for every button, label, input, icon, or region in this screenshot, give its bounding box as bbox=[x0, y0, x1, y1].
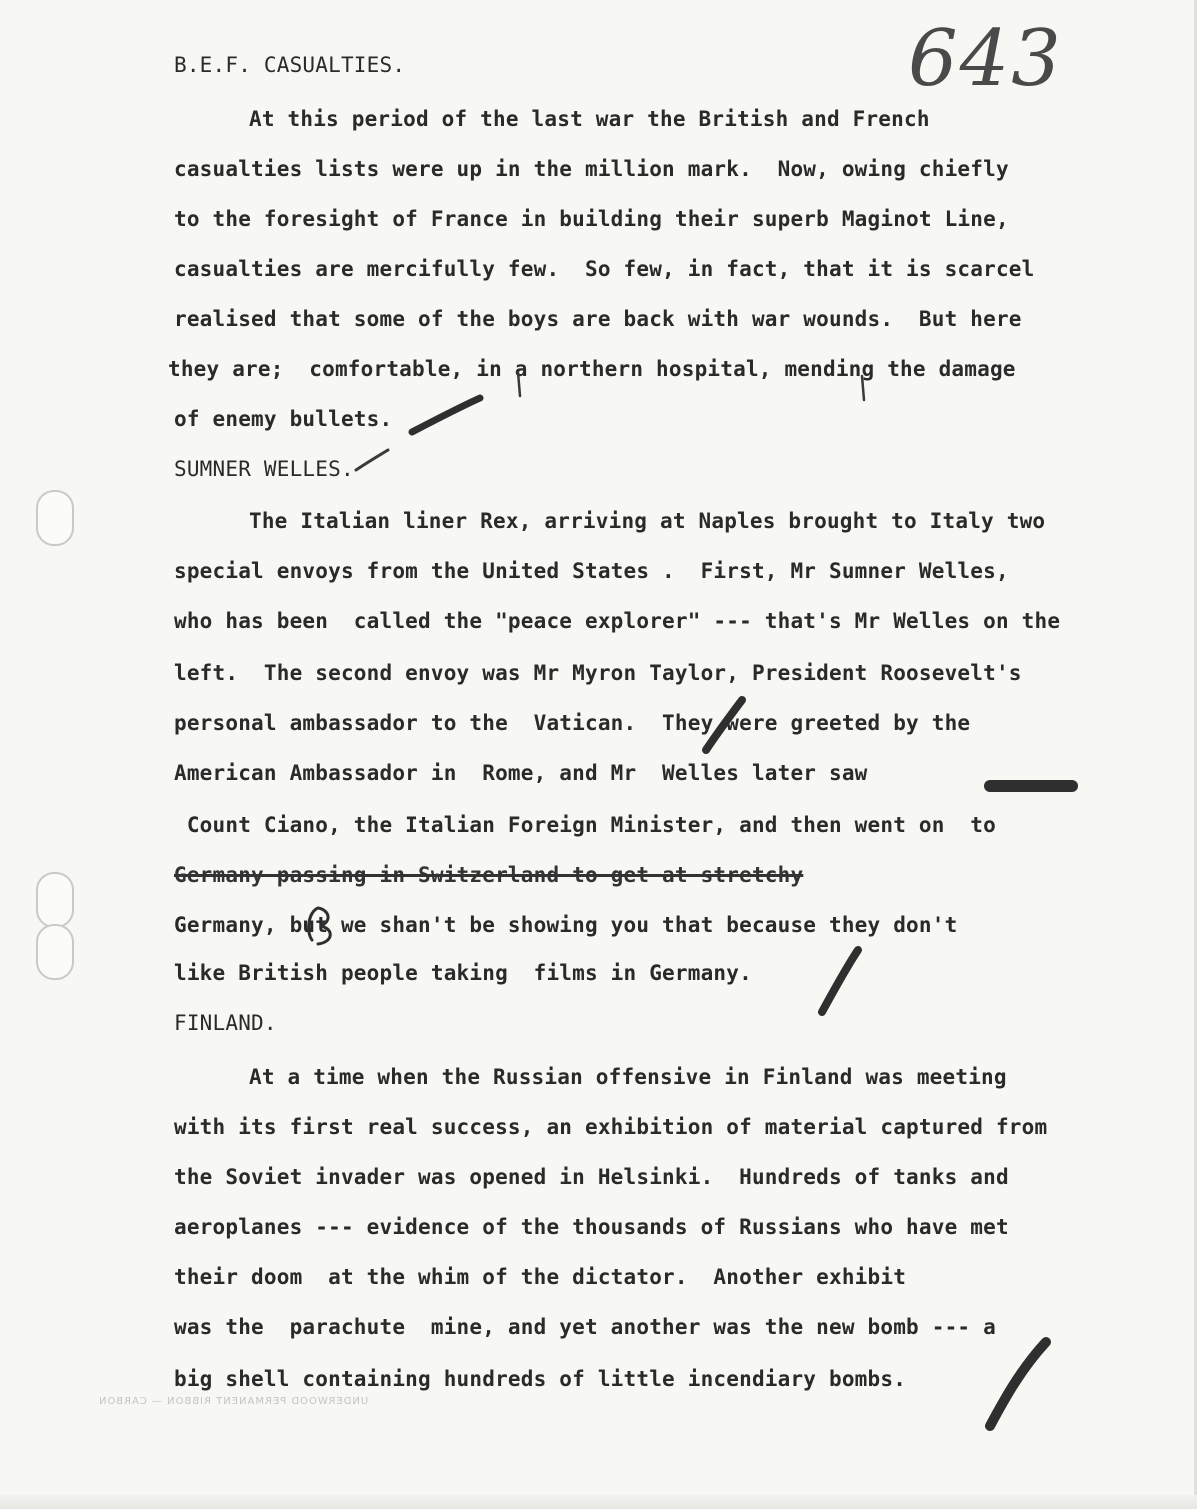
body-line: with its first real success, an exhibition of material captured from bbox=[174, 1115, 1048, 1139]
pencil-comma bbox=[518, 372, 520, 396]
body-line: casualties are mercifully few. So few, in fact, that it is scarcel bbox=[174, 257, 1035, 281]
binder-hole bbox=[36, 924, 74, 980]
body-line: was the parachute mine, and yet another was the new bomb --- a bbox=[174, 1315, 996, 1339]
handwritten-b bbox=[309, 908, 331, 944]
body-line: like British people taking films in Germany. bbox=[174, 961, 752, 985]
body-line: who has been called the "peace explorer" --- that's Mr Welles on the bbox=[174, 609, 1061, 633]
handwritten-page-number: 643 bbox=[908, 14, 1063, 104]
body-line: personal ambassador to the Vatican. They were greeted by the bbox=[174, 711, 971, 735]
body-line: At this period of the last war the British and French bbox=[249, 107, 930, 131]
body-line: left. The second envoy was Mr Myron Taylor, President Roosevelt's bbox=[174, 661, 1022, 685]
struck-through-line: Germany passing in Switzerland to get at stretchy bbox=[174, 863, 804, 887]
body-line: big shell containing hundreds of little incendiary bombs. bbox=[174, 1367, 907, 1391]
pencil-slash bbox=[706, 700, 742, 750]
body-line: they are; comfortable, in a northern hospital, mending the damage bbox=[168, 357, 1016, 381]
body-line: At a time when the Russian offensive in Finland was meeting bbox=[249, 1065, 1007, 1089]
body-line: of enemy bullets. bbox=[174, 407, 393, 431]
body-line: aeroplanes --- evidence of the thousands of Russians who have met bbox=[174, 1215, 1009, 1239]
pencil-tick bbox=[356, 450, 388, 470]
section-heading-bef: B.E.F. CASUALTIES. bbox=[174, 53, 406, 77]
section-heading-sumner-welles: SUMNER WELLES. bbox=[174, 457, 354, 481]
section-heading-finland: FINLAND. bbox=[174, 1011, 277, 1035]
body-line: American Ambassador in Rome, and Mr Welles later saw bbox=[174, 761, 868, 785]
binder-hole bbox=[36, 872, 74, 928]
body-line: their doom at the whim of the dictator. Another exhibit bbox=[174, 1265, 907, 1289]
body-line: the Soviet invader was opened in Helsinki. Hundreds of tanks and bbox=[174, 1165, 1009, 1189]
body-line: to the foresight of France in building their superb Maginot Line, bbox=[174, 207, 1009, 231]
pencil-slash bbox=[412, 398, 480, 432]
binder-hole bbox=[36, 490, 74, 546]
body-line: Count Ciano, the Italian Foreign Minister, and then went on to bbox=[174, 813, 996, 837]
pencil-slash bbox=[822, 950, 858, 1012]
body-line: Germany, but we shan't be showing you that because they don't bbox=[174, 913, 958, 937]
pencil-comma bbox=[862, 376, 864, 400]
pencil-slash bbox=[990, 1342, 1046, 1426]
body-line: The Italian liner Rex, arriving at Naples brought to Italy two bbox=[249, 509, 1046, 533]
body-line: casualties lists were up in the million mark. Now, owing chiefly bbox=[174, 157, 1009, 181]
bleed-through-text: UNDERWOOD PERMANENT RIBBON — CARBON bbox=[98, 1396, 369, 1407]
body-line: special envoys from the United States . First, Mr Sumner Welles, bbox=[174, 559, 1009, 583]
page-edge bbox=[0, 1495, 1197, 1509]
body-line: realised that some of the boys are back with war wounds. But here bbox=[174, 307, 1022, 331]
